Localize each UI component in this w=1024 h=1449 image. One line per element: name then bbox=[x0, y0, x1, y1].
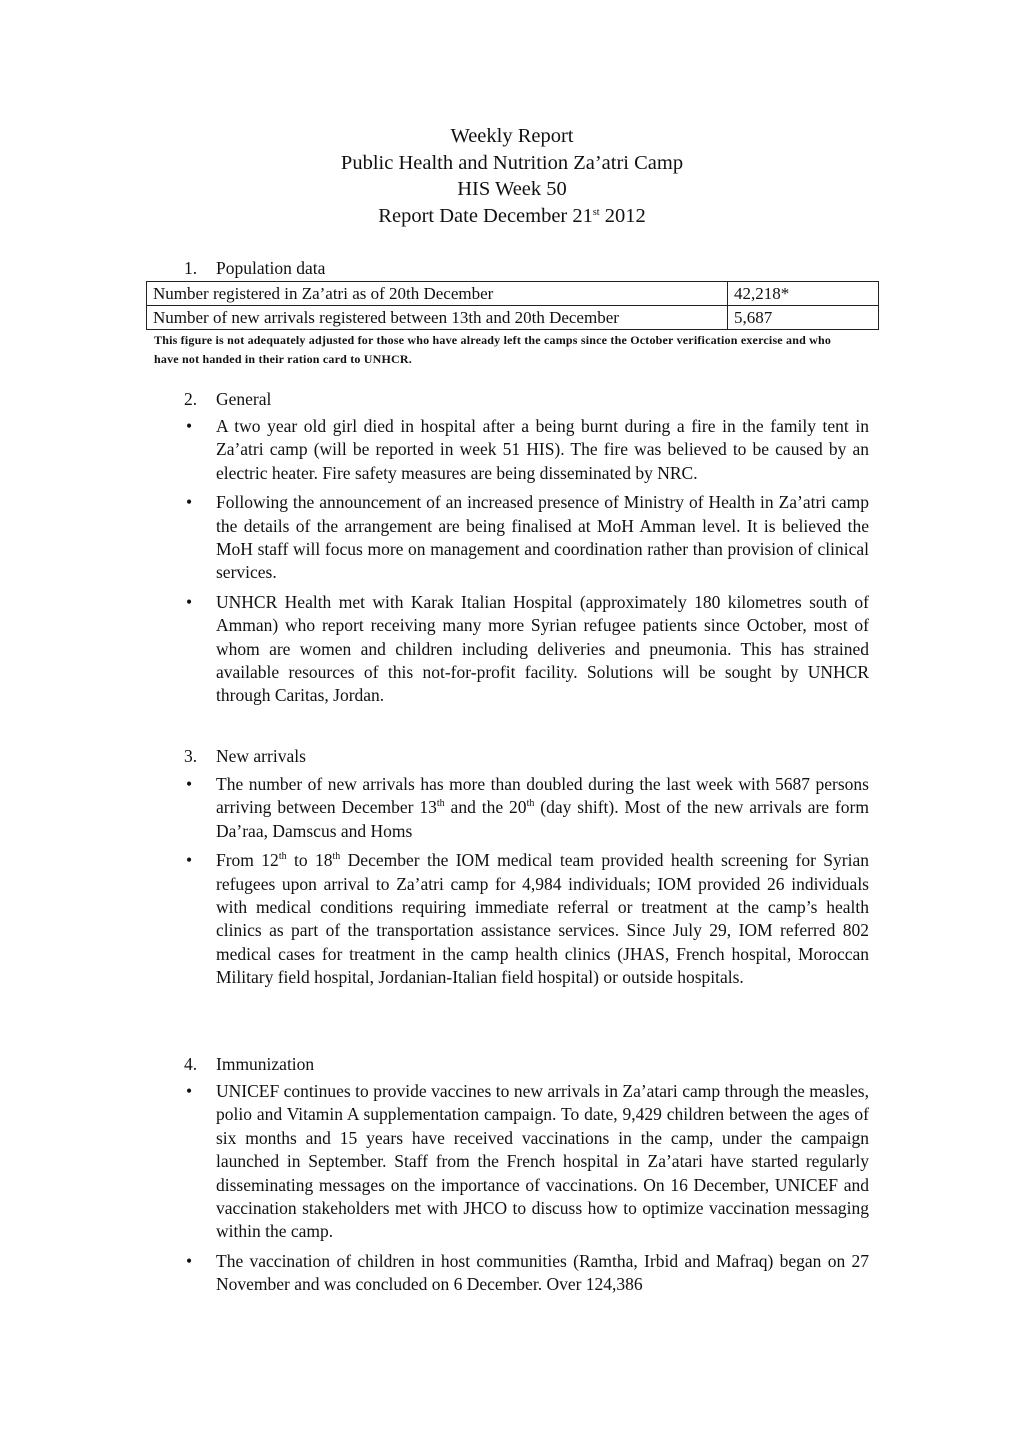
general-bullet-list bbox=[0, 415, 1024, 714]
report-week: HIS Week 50 bbox=[457, 178, 567, 200]
list-item: • The number of new arrivals has more than doubled during the last week with 5687 persons arriving between December 13th and the 20th (day shift). Most of the new arrivals are form Da’raa, Damscus and Homs bbox=[186, 774, 869, 841]
table-row bbox=[147, 282, 879, 306]
section-population-heading: 1. Population data bbox=[184, 258, 326, 278]
report-title: Weekly Report bbox=[450, 125, 574, 147]
table-cell-label: Number registered in Za’atri as of 20th December bbox=[147, 282, 728, 306]
list-item: • From 12th to 18th December the IOM medical team provided health screening for Syrian refugees upon arrival to Za’atri camp for 4,984 individuals; IOM provided 26 individuals with medical conditions requiring immediate referral or treatment at the camp’s health clinics as part of the transportation assistance services. Since July 29, IOM referred 802 medical cases for treatment in the camp health clinics (JHAS, French hospital, Moroccan Military field hospital, Jordanian-Italian field hospital) or outside hospitals. bbox=[186, 850, 869, 988]
table-cell-value: 5,687 bbox=[728, 306, 879, 330]
table-cell-label: Number of new arrivals registered between 13th and 20th December bbox=[147, 306, 728, 330]
table-cell-value: 42,218* bbox=[728, 282, 879, 306]
population-footnote: This figure is not adequately adjusted for those who have already left the camps since the October verification exercise and who have not handed in their ration card to UNHCR. bbox=[154, 333, 832, 366]
report-date: Report Date December 21st 2012 bbox=[378, 204, 646, 227]
population-table bbox=[146, 281, 879, 330]
section-immunization-heading: 4. Immunization bbox=[184, 1054, 315, 1074]
list-item: • UNHCR Health met with Karak Italian Hospital (approximately 180 kilometres south of Amman) who report receiving many more Syrian refugee patients since October, most of whom are women and children including deliveries and pneumonia. This has strained available resources of this not-for-profit facility. Solutions will be sought by UNHCR through Caritas, Jordan. bbox=[186, 591, 869, 706]
list-item: • A two year old girl died in hospital after a being burnt during a fire in the family tent in Za’atri camp (will be reported in week 51 HIS). The fire was believed to be caused by an electric heater. Fire safety measures are being disseminated by NRC. bbox=[186, 416, 869, 483]
section-new-arrivals-heading: 3. New arrivals bbox=[184, 746, 306, 766]
report-subtitle: Public Health and Nutrition Za’atri Camp bbox=[340, 151, 684, 174]
list-item: • UNICEF continues to provide vaccines to new arrivals in Za’atari camp through the measles, polio and Vitamin A supplementation campaign. To date, 9,429 children between the ages of six months and 15 years have received vaccinations in the camp, under the campaign launched in September. Staff from the French hospital in Za’atari have started regularly disseminating messages on the importance of vaccinations. On 16 December, UNICEF and vaccination stakeholders met with JHCO to discuss how to optimize vaccination messaging within the camp. bbox=[186, 1081, 869, 1242]
list-item: • The vaccination of children in host communities (Ramtha, Irbid and Mafraq) began on 27 November and was concluded on 6 December. Over 124,386 bbox=[186, 1250, 869, 1295]
report-title-block bbox=[0, 123, 1024, 229]
list-item: • Following the announcement of an increased presence of Ministry of Health in Za’atri camp the details of the arrangement are being finalised at MoH Amman level. It is believed the MoH staff will focus more on management and coordination rather than provision of clinical services. bbox=[186, 492, 869, 583]
section-general-heading: 2. General bbox=[184, 389, 272, 409]
immunization-bullet-list bbox=[0, 1080, 1024, 1303]
table-row bbox=[147, 306, 879, 330]
new-arrivals-bullet-list bbox=[0, 773, 1024, 996]
